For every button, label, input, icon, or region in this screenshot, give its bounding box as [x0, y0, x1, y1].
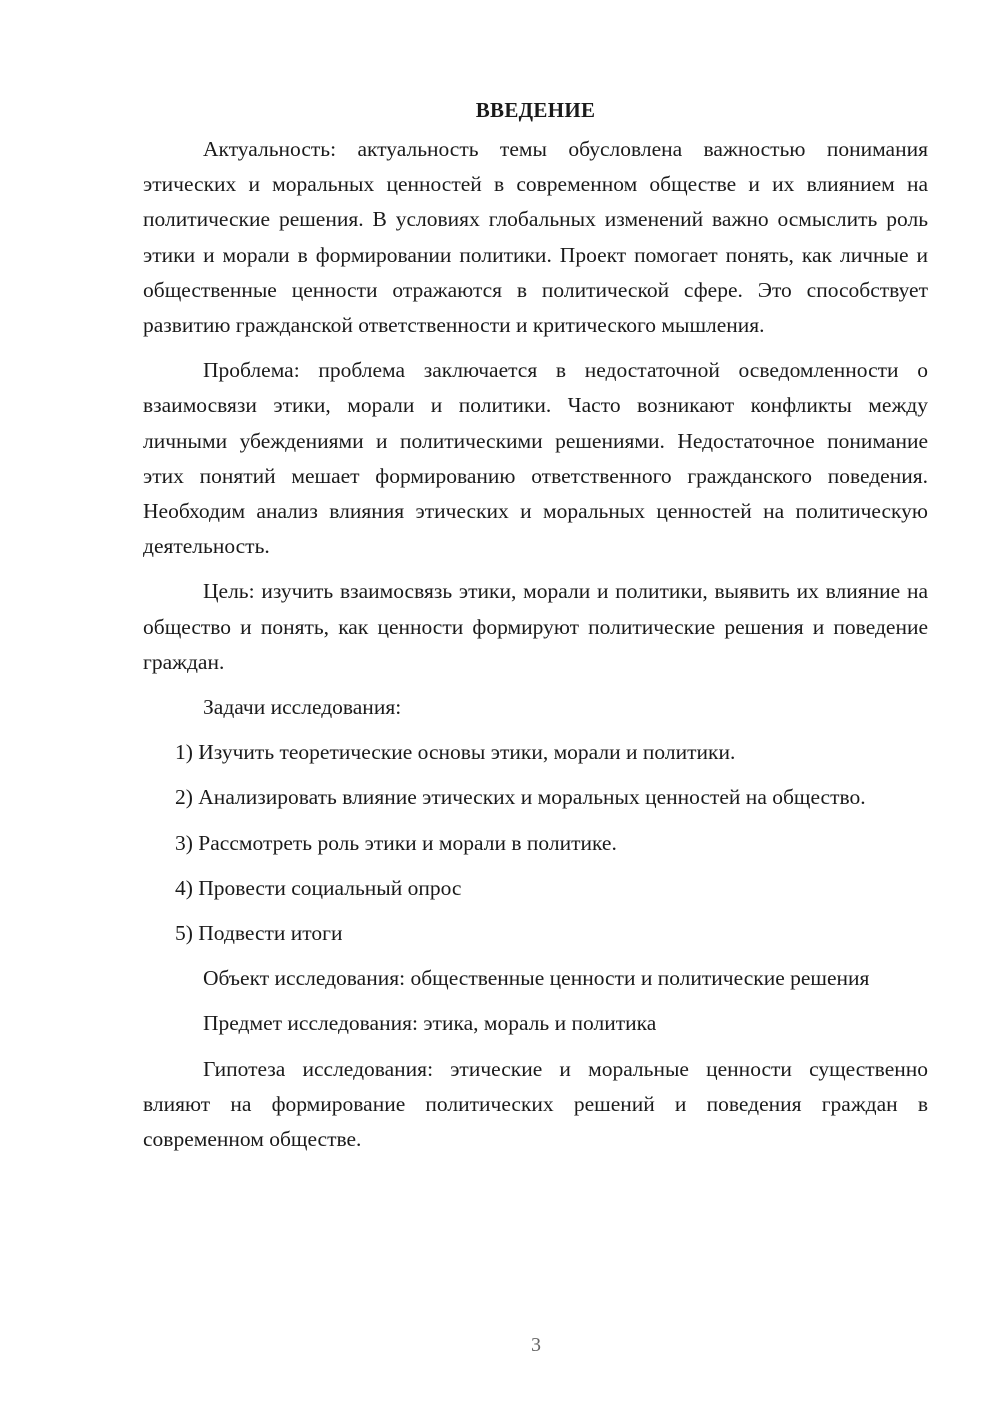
object-paragraph: Объект исследования: общественные ценности и политические решения	[203, 966, 870, 991]
page-number: 3	[531, 1334, 541, 1356]
task-item-4: 4) Провести социальный опрос	[175, 875, 462, 900]
task-item-5: 5) Подвести итоги	[175, 921, 343, 946]
subject-paragraph: Предмет исследования: этика, мораль и политика	[203, 1011, 657, 1036]
task-item-1: 1) Изучить теоретические основы этики, морали и политики.	[175, 740, 736, 765]
hypothesis-paragraph: Гипотеза исследования: этические и моральные ценности существенно влияют на формирование политических решений и поведения граждан в современном обществе.	[143, 1056, 928, 1152]
section-title: ВВЕДЕНИЕ	[475, 98, 596, 122]
goal-paragraph: Цель: изучить взаимосвязь этики, морали и политики, выявить их влияние на общество и понять, как ценности формируют политические решения и поведение граждан.	[143, 579, 928, 674]
relevance-paragraph: Актуальность: актуальность темы обусловлена важностью понимания этических и моральных ценностей в современном обществе и их влиянием на политические решения. В условиях глобальных изменений важно осмыслить роль этики и морали в формировании политики. Проект помогает понять, как личные и общественные ценности отражаются в политической сфере. Это способствует развитию гражданской ответственности и критического мышления.	[143, 137, 928, 338]
tasks-heading: Задачи исследования:	[203, 695, 402, 720]
task-item-3: 3) Рассмотреть роль этики и морали в политике.	[175, 830, 617, 855]
task-item-2: 2) Анализировать влияние этических и моральных ценностей на общество.	[175, 785, 866, 810]
problem-paragraph: Проблема: проблема заключается в недостаточной осведомленности о взаимосвязи этики, морали и политики. Часто возникают конфликты между личными убеждениями и политическими решениями. Недостаточное понимание этих понятий мешает формированию ответственного гражданского поведения. Необходим анализ влияния этических и моральных ценностей на политическую деятельность.	[143, 358, 928, 559]
document-page	[143, 96, 928, 1167]
